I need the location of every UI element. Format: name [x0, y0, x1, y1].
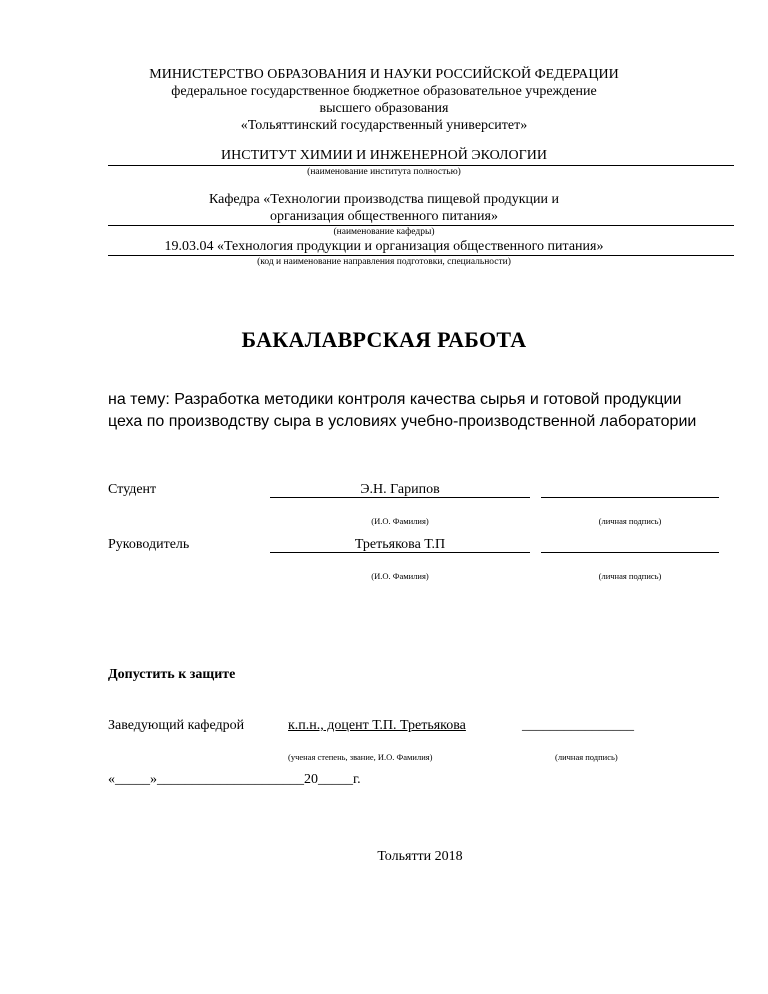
supervisor-name: Третьякова Т.П — [354, 537, 446, 552]
education-level: высшего образования — [319, 101, 449, 116]
topic-line-2: цеха по производству сыра в условиях учебно-производственной лаборатории — [108, 413, 697, 430]
head-label: Заведующий кафедрой — [108, 718, 245, 733]
student-signature-caption: (личная подпись) — [598, 516, 662, 526]
department-caption: (наименование кафедры) — [333, 227, 435, 237]
city-year-footer: Тольятти 2018 — [377, 849, 463, 864]
direction-underline — [108, 255, 734, 256]
institution-type: федеральное государственное бюджетное образовательное учреждение — [171, 84, 597, 99]
institute-underline — [108, 165, 734, 166]
work-type-title: БАКАЛАВРСКАЯ РАБОТА — [241, 327, 527, 352]
department-underline — [108, 225, 734, 226]
direction-name: 19.03.04 «Технология продукции и организация общественного питания» — [164, 239, 604, 254]
date-line: «_____»_____________________20_____г. — [108, 772, 361, 787]
student-name-caption: (И.О. Фамилия) — [371, 516, 429, 526]
institute-name: ИНСТИТУТ ХИМИИ И ИНЖЕНЕРНОЙ ЭКОЛОГИИ — [221, 148, 547, 163]
head-name-caption: (ученая степень, звание, И.О. Фамилия) — [288, 752, 433, 762]
supervisor-name-caption: (И.О. Фамилия) — [371, 571, 429, 581]
department-line-2: организация общественного питания» — [270, 209, 498, 224]
institute-caption: (наименование института полностью) — [307, 167, 461, 177]
student-name: Э.Н. Гарипов — [360, 482, 440, 497]
supervisor-signature-caption: (личная подпись) — [598, 571, 662, 581]
supervisor-label: Руководитель — [108, 537, 190, 552]
student-signature-line — [541, 497, 719, 498]
head-name: к.п.н., доцент Т.П. Третьякова — [288, 718, 466, 733]
direction-caption: (код и наименование направления подготовки, специальности) — [257, 257, 511, 267]
topic-line-1: на тему: Разработка методики контроля качества сырья и готовой продукции — [108, 391, 682, 408]
student-name-line — [270, 497, 530, 498]
head-signature-caption: (личная подпись) — [555, 752, 618, 762]
university-name: «Тольяттинский государственный университет» — [240, 118, 528, 133]
head-signature-blank: ________________ — [522, 718, 634, 733]
ministry-heading: МИНИСТЕРСТВО ОБРАЗОВАНИЯ И НАУКИ РОССИЙСКОЙ ФЕДЕРАЦИИ — [149, 67, 619, 82]
admission-label: Допустить к защите — [108, 667, 236, 682]
department-line-1: Кафедра «Технологии производства пищевой продукции и — [208, 192, 560, 207]
supervisor-signature-line — [541, 552, 719, 553]
student-label: Студент — [108, 482, 157, 497]
supervisor-name-line — [270, 552, 530, 553]
